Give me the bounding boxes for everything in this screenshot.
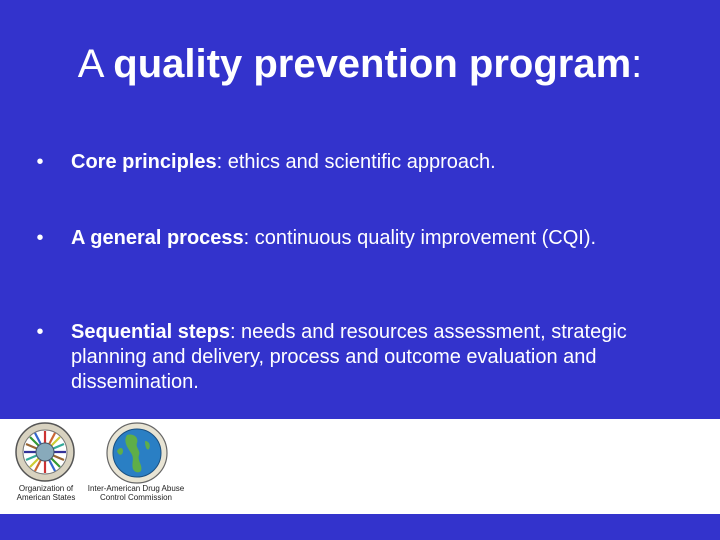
bullet-text: : continuous quality improvement (CQI). [243, 227, 597, 249]
bullet-bold: A general process [71, 227, 244, 249]
cicad-caption [82, 484, 190, 502]
bullet-bold: Sequential steps [71, 321, 230, 343]
cicad-caption-line: Control Commission [99, 493, 173, 502]
bullet-item [30, 150, 496, 175]
bullet-dot-icon: • [36, 321, 44, 343]
slide-title [0, 40, 720, 88]
oas-caption [2, 484, 90, 502]
bullet-text: : ethics and scientific approach. [216, 151, 496, 173]
bullet-item [30, 320, 680, 395]
oas-caption-line: Organization of [18, 484, 74, 493]
bullet-dot-icon: • [36, 227, 44, 249]
oas-caption-line: American States [16, 493, 76, 502]
bullet-dot-icon: • [36, 151, 44, 173]
oas-seal-icon [9, 421, 81, 483]
bullet-item [30, 226, 596, 251]
bullet-text: : needs and resources assessment, strategic planning and delivery, process and outcome evaluation and dissemination. [71, 321, 627, 393]
footer-stripe [0, 514, 720, 540]
cicad-caption-line: Inter-American Drug Abuse [87, 484, 185, 493]
title-prefix: A [77, 42, 114, 86]
logo-footer [0, 419, 720, 514]
title-bold: quality prevention program [113, 42, 632, 86]
title-suffix: : [631, 42, 643, 86]
cicad-globe-icon [97, 421, 177, 485]
bullet-bold: Core principles [71, 151, 217, 173]
